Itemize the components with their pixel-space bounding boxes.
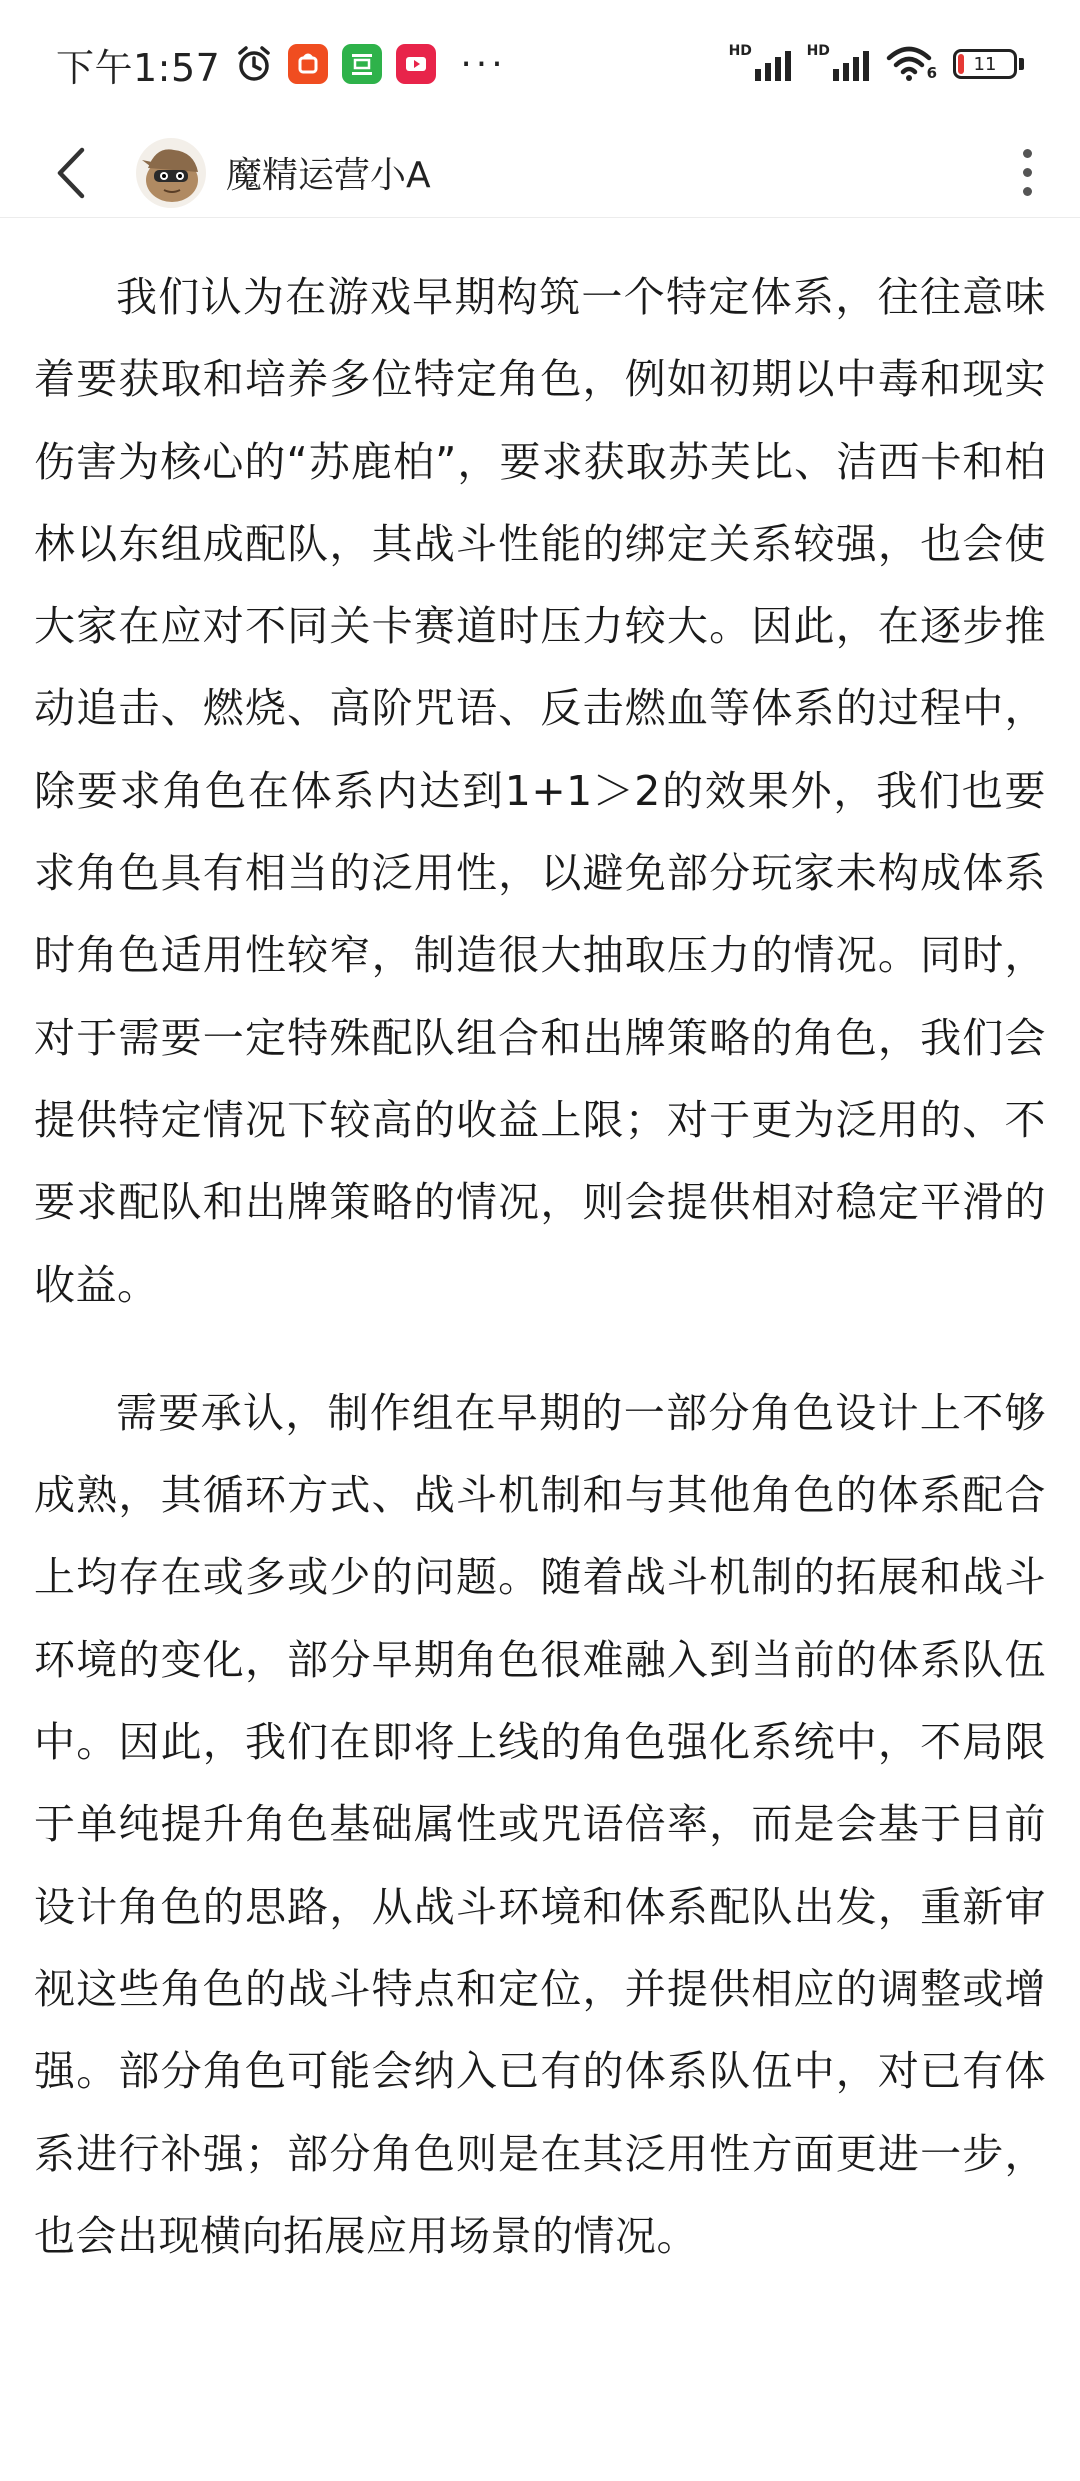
- wifi-generation-label: 6: [926, 64, 937, 82]
- alarm-icon: [234, 44, 274, 84]
- avatar[interactable]: [136, 138, 206, 208]
- douban-app-icon: [342, 44, 382, 84]
- video-app-icon: [396, 44, 436, 84]
- page-title: 魔精运营小A: [226, 155, 431, 196]
- status-bar: [0, 0, 1080, 128]
- wifi-icon: [885, 46, 937, 82]
- back-button[interactable]: [46, 143, 96, 203]
- avatar-creature-icon: [136, 138, 206, 208]
- nav-bar: [0, 128, 1080, 218]
- more-dot-icon: [1023, 168, 1032, 177]
- signal-hd-label-2: HD: [806, 43, 830, 59]
- battery-tip: [1019, 58, 1024, 70]
- battery-fill: [958, 54, 964, 74]
- battery-icon: [953, 49, 1017, 79]
- battery-level: 11: [973, 53, 997, 75]
- more-dot-icon: [1023, 187, 1032, 196]
- chevron-left-icon: [56, 147, 86, 199]
- status-time: 下午1:57: [56, 45, 221, 90]
- article-paragraph: 需要承认，制作组在早期的一部分角色设计上不够成熟，其循环方式、战斗机制和与其他角色的体系配合上均存在或多或少的问题。随着战斗机制的拓展和战斗环境的变化，部分早期角色很难融入到当前的体系队伍中。因此，我们在即将上线的角色强化系统中，不局限于单纯提升角色基础属性或咒语倍率，而是会基于目前设计角色的思路，从战斗环境和体系配队出发，重新审视这些角色的战斗特点和定位，并提供相应的调整或增强。部分角色可能会纳入已有的体系队伍中，对已有体系进行补强；部分角色则是在其泛用性方面更进一步，也会出现横向拓展应用场景的情况。: [34, 1388, 1046, 2260]
- more-dot-icon: [1023, 149, 1032, 158]
- signal-hd-label: HD: [728, 43, 752, 59]
- status-left: [56, 37, 729, 92]
- signal-strength-icon: [728, 43, 791, 81]
- more-options-button[interactable]: [1002, 138, 1052, 208]
- status-right: [728, 43, 1024, 82]
- signal-strength-icon-2: [806, 43, 869, 81]
- article-body: [34, 218, 1046, 2277]
- article-paragraph: 我们认为在游戏早期构筑一个特定体系，往往意味着要获取和培养多位特定角色，例如初期以中毒和现实伤害为核心的“苏鹿柏”，要求获取苏芙比、洁西卡和柏林以东组成配队，其战斗性能的绑定关系较强，也会使大家在应对不同关卡赛道时压力较大。因此，在逐步推动追击、燃烧、高阶咒语、反击燃血等体系的过程中，除要求角色在体系内达到1+1＞2的效果外，我们也要求角色具有相当的泛用性，以避免部分玩家未构成体系时角色适用性较窄，制造很大抽取压力的情况。同时，对于需要一定特殊配队组合和出牌策略的角色，我们会提供特定情况下较高的收益上限；对于更为泛用的、不要求配队和出牌策略的情况，则会提供相对稳定平滑的收益。: [34, 273, 1046, 1309]
- pinduoduo-app-icon: [288, 44, 328, 84]
- more-notifications-indicator: ···: [460, 43, 507, 85]
